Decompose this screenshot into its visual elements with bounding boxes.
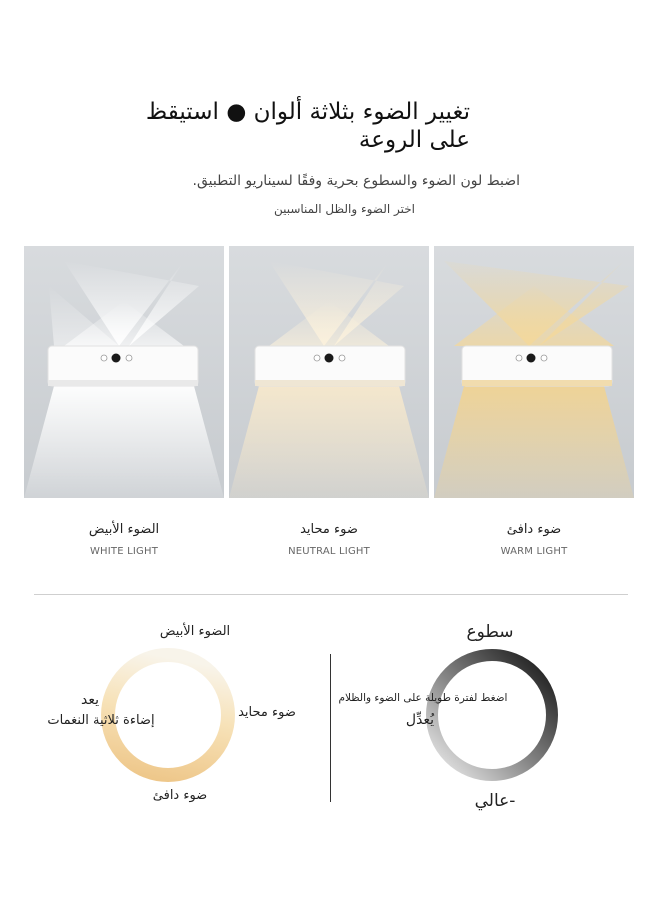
neutral-light-caption: ضوء محايد bbox=[300, 522, 358, 537]
warm-light-caption-en: WARM LIGHT bbox=[500, 546, 568, 557]
brightness-title: سطوع bbox=[466, 622, 514, 642]
page-title: تغيير الضوء بثلاثة ألوان ● استيقظ على الروعة bbox=[145, 99, 470, 153]
white-light-caption: الضوء الأبيض bbox=[88, 522, 160, 537]
section-divider bbox=[34, 594, 628, 595]
ring-label-warm: ضوء دافئ bbox=[152, 788, 208, 803]
white-light-panel bbox=[24, 246, 224, 498]
warm-light-caption: ضوء دافئ bbox=[506, 522, 562, 537]
brightness-adjust-label: يُعدِّل bbox=[405, 712, 435, 728]
warm-light-panel bbox=[434, 246, 634, 498]
section-vertical-divider bbox=[330, 654, 331, 802]
ring-label-neutral: ضوء محايد bbox=[238, 705, 296, 720]
page-subtitle: اضبط لون الضوء والسطوع بحرية وفقًا لسيناريو التطبيق. bbox=[192, 173, 520, 189]
neutral-light-caption-en: NEUTRAL LIGHT bbox=[288, 546, 370, 557]
brightness-high-label: -عالي bbox=[474, 791, 516, 811]
page-subtitle-secondary: اختر الضوء والظل المناسبين bbox=[273, 202, 415, 216]
tri-tone-title: يعد bbox=[81, 692, 99, 708]
white-light-caption-en: WHITE LIGHT bbox=[89, 546, 159, 557]
tri-tone-label: إضاءة ثلاثية النغمات bbox=[47, 713, 155, 728]
brightness-note: اضغط لفترة طويلة على الضوء والظلام bbox=[338, 692, 508, 704]
neutral-light-panel bbox=[229, 246, 429, 498]
ring-label-white: الضوء الأبيض bbox=[159, 624, 231, 639]
